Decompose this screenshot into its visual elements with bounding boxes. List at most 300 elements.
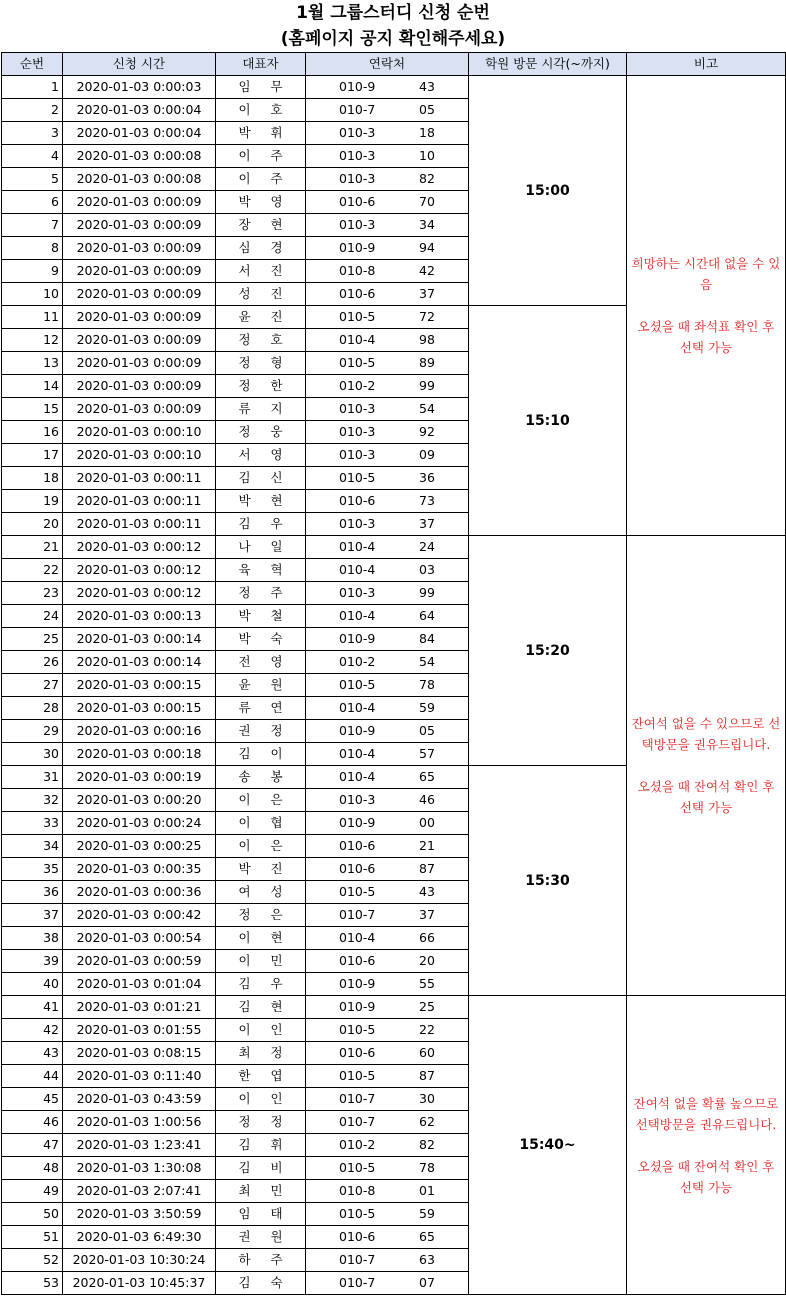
- phone-suffix: 99: [419, 378, 435, 393]
- phone-suffix: 92: [419, 424, 435, 439]
- phone-prefix: 010-5: [339, 1068, 376, 1083]
- representative-name: [216, 168, 306, 191]
- phone-number: [306, 375, 469, 398]
- phone-suffix: 07: [419, 1275, 435, 1290]
- phone-number: [306, 789, 469, 812]
- representative-name: [216, 881, 306, 904]
- row-number: 15: [2, 398, 63, 421]
- phone-number: [306, 260, 469, 283]
- phone-suffix: 37: [419, 907, 435, 922]
- representative-name: [216, 283, 306, 306]
- signup-time: 2020-01-03 0:11:40: [63, 1065, 216, 1088]
- name-last: 휘: [270, 125, 283, 140]
- row-number: 36: [2, 881, 63, 904]
- phone-prefix: 010-7: [339, 1114, 376, 1129]
- signup-time: 2020-01-03 0:00:25: [63, 835, 216, 858]
- name-first: 이: [238, 838, 251, 853]
- name-first: 김: [238, 1275, 251, 1290]
- signup-time: 2020-01-03 0:01:55: [63, 1019, 216, 1042]
- name-last: 진: [270, 286, 283, 301]
- phone-prefix: 010-4: [339, 769, 376, 784]
- name-first: 이: [238, 171, 251, 186]
- name-first: 이: [238, 1091, 251, 1106]
- phone-number: [306, 1088, 469, 1111]
- representative-name: [216, 1203, 306, 1226]
- name-first: 최: [238, 1183, 251, 1198]
- phone-prefix: 010-6: [339, 286, 376, 301]
- name-first: 정: [238, 585, 251, 600]
- phone-number: [306, 950, 469, 973]
- signup-time: 2020-01-03 1:00:56: [63, 1111, 216, 1134]
- representative-name: [216, 858, 306, 881]
- row-number: 18: [2, 467, 63, 490]
- phone-prefix: 010-6: [339, 1045, 376, 1060]
- signup-time: 2020-01-03 10:30:24: [63, 1249, 216, 1272]
- phone-number: [306, 628, 469, 651]
- phone-suffix: 57: [419, 746, 435, 761]
- representative-name: [216, 1226, 306, 1249]
- phone-number: [306, 904, 469, 927]
- signup-time: 2020-01-03 0:00:18: [63, 743, 216, 766]
- phone-number: [306, 766, 469, 789]
- name-first: 한: [238, 1068, 251, 1083]
- name-last: 숙: [270, 1275, 283, 1290]
- name-last: 휘: [270, 1137, 283, 1152]
- signup-time: 2020-01-03 0:00:11: [63, 467, 216, 490]
- phone-prefix: 010-7: [339, 907, 376, 922]
- phone-prefix: 010-9: [339, 999, 376, 1014]
- phone-suffix: 46: [419, 792, 435, 807]
- signup-time: 2020-01-03 0:00:08: [63, 168, 216, 191]
- phone-suffix: 84: [419, 631, 435, 646]
- phone-number: [306, 1249, 469, 1272]
- phone-suffix: 99: [419, 585, 435, 600]
- name-last: 진: [270, 263, 283, 278]
- phone-prefix: 010-3: [339, 424, 376, 439]
- representative-name: [216, 237, 306, 260]
- name-first: 박: [238, 631, 251, 646]
- name-last: 우: [270, 516, 283, 531]
- note-text: 희망하는 시간대 없을 수 있음: [631, 256, 781, 292]
- representative-name: [216, 260, 306, 283]
- name-last: 주: [270, 1252, 283, 1267]
- phone-number: [306, 76, 469, 99]
- representative-name: [216, 1088, 306, 1111]
- phone-number: [306, 444, 469, 467]
- phone-number: [306, 1272, 469, 1295]
- signup-time: 2020-01-03 2:07:41: [63, 1180, 216, 1203]
- row-number: 22: [2, 559, 63, 582]
- name-last: 정: [270, 1114, 283, 1129]
- signup-time: 2020-01-03 0:00:16: [63, 720, 216, 743]
- row-number: 32: [2, 789, 63, 812]
- phone-suffix: 65: [419, 1229, 435, 1244]
- phone-number: [306, 1203, 469, 1226]
- title-line-1: 1월 그룹스터디 신청 순번: [296, 3, 490, 23]
- row-number: 23: [2, 582, 63, 605]
- name-first: 윤: [238, 677, 251, 692]
- phone-number: [306, 1157, 469, 1180]
- representative-name: [216, 996, 306, 1019]
- row-number: 50: [2, 1203, 63, 1226]
- row-number: 7: [2, 214, 63, 237]
- representative-name: [216, 145, 306, 168]
- phone-prefix: 010-8: [339, 263, 376, 278]
- row-number: 48: [2, 1157, 63, 1180]
- name-first: 나: [238, 539, 251, 554]
- representative-name: [216, 1134, 306, 1157]
- note-text: 잔여석 없을 확률 높으므로 선택방문을 권유드립니다.: [633, 1095, 779, 1132]
- signup-time: 2020-01-03 0:00:03: [63, 76, 216, 99]
- phone-prefix: 010-3: [339, 217, 376, 232]
- representative-name: [216, 1180, 306, 1203]
- row-number: 47: [2, 1134, 63, 1157]
- signup-time: 2020-01-03 0:00:11: [63, 490, 216, 513]
- phone-suffix: 94: [419, 240, 435, 255]
- phone-prefix: 010-6: [339, 493, 376, 508]
- phone-number: [306, 812, 469, 835]
- phone-prefix: 010-3: [339, 171, 376, 186]
- name-last: 엽: [270, 1068, 283, 1083]
- name-last: 진: [270, 861, 283, 876]
- phone-suffix: 05: [419, 102, 435, 117]
- representative-name: [216, 444, 306, 467]
- name-last: 주: [270, 171, 283, 186]
- name-first: 박: [238, 493, 251, 508]
- phone-suffix: 24: [419, 539, 435, 554]
- representative-name: [216, 697, 306, 720]
- phone-suffix: 37: [419, 286, 435, 301]
- phone-prefix: 010-8: [339, 1183, 376, 1198]
- phone-number: [306, 1226, 469, 1249]
- phone-prefix: 010-5: [339, 1160, 376, 1175]
- name-first: 권: [238, 1229, 251, 1244]
- phone-number: [306, 996, 469, 1019]
- signup-time: 2020-01-03 6:49:30: [63, 1226, 216, 1249]
- row-number: 42: [2, 1019, 63, 1042]
- phone-number: [306, 651, 469, 674]
- phone-prefix: 010-2: [339, 654, 376, 669]
- phone-prefix: 010-9: [339, 79, 376, 94]
- phone-suffix: 82: [419, 171, 435, 186]
- name-first: 육: [238, 562, 251, 577]
- phone-prefix: 010-5: [339, 884, 376, 899]
- row-number: 30: [2, 743, 63, 766]
- phone-prefix: 010-7: [339, 102, 376, 117]
- phone-number: [306, 858, 469, 881]
- row-number: 3: [2, 122, 63, 145]
- signup-time: 2020-01-03 10:45:37: [63, 1272, 216, 1295]
- row-number: 44: [2, 1065, 63, 1088]
- name-first: 성: [238, 286, 251, 301]
- phone-suffix: 09: [419, 447, 435, 462]
- phone-suffix: 59: [419, 1206, 435, 1221]
- representative-name: [216, 743, 306, 766]
- name-last: 한: [270, 378, 283, 393]
- representative-name: [216, 766, 306, 789]
- header-row: [2, 53, 786, 76]
- phone-prefix: 010-5: [339, 677, 376, 692]
- phone-number: [306, 283, 469, 306]
- note-text: 오셨을 때 좌석표 확인 후 선택 가능: [637, 319, 775, 355]
- phone-number: [306, 1180, 469, 1203]
- phone-number: [306, 720, 469, 743]
- name-last: 영: [270, 654, 283, 669]
- phone-number: [306, 973, 469, 996]
- phone-suffix: 37: [419, 516, 435, 531]
- row-number: 13: [2, 352, 63, 375]
- name-last: 주: [270, 148, 283, 163]
- signup-time: 2020-01-03 0:00:09: [63, 375, 216, 398]
- name-last: 현: [270, 930, 283, 945]
- signup-time: 2020-01-03 0:00:20: [63, 789, 216, 812]
- signup-time: 2020-01-03 0:00:09: [63, 352, 216, 375]
- row-number: 24: [2, 605, 63, 628]
- signup-time: 2020-01-03 0:43:59: [63, 1088, 216, 1111]
- name-last: 우: [270, 976, 283, 991]
- name-first: 정: [238, 355, 251, 370]
- representative-name: [216, 605, 306, 628]
- name-last: 경: [270, 240, 283, 255]
- phone-prefix: 010-6: [339, 838, 376, 853]
- row-number: 26: [2, 651, 63, 674]
- phone-suffix: 65: [419, 769, 435, 784]
- signup-time: 2020-01-03 0:00:09: [63, 306, 216, 329]
- row-number: 19: [2, 490, 63, 513]
- phone-prefix: 010-2: [339, 1137, 376, 1152]
- phone-number: [306, 99, 469, 122]
- signup-time: 2020-01-03 0:00:36: [63, 881, 216, 904]
- phone-number: [306, 145, 469, 168]
- signup-time: 2020-01-03 0:00:42: [63, 904, 216, 927]
- phone-suffix: 87: [419, 1068, 435, 1083]
- name-first: 박: [238, 125, 251, 140]
- phone-number: [306, 467, 469, 490]
- phone-suffix: 34: [419, 217, 435, 232]
- phone-prefix: 010-3: [339, 148, 376, 163]
- phone-prefix: 010-6: [339, 194, 376, 209]
- row-number: 39: [2, 950, 63, 973]
- name-last: 혁: [270, 562, 283, 577]
- table-row: [2, 76, 786, 99]
- name-first: 정: [238, 378, 251, 393]
- phone-prefix: 010-4: [339, 608, 376, 623]
- name-first: 장: [238, 217, 251, 232]
- phone-suffix: 54: [419, 654, 435, 669]
- row-number: 43: [2, 1042, 63, 1065]
- name-last: 형: [270, 355, 283, 370]
- header-time: 신청 시간: [63, 53, 216, 76]
- name-first: 이: [238, 792, 251, 807]
- phone-number: [306, 1065, 469, 1088]
- signup-time: 2020-01-03 0:00:14: [63, 651, 216, 674]
- row-number: 6: [2, 191, 63, 214]
- representative-name: [216, 651, 306, 674]
- phone-suffix: 43: [419, 884, 435, 899]
- name-last: 은: [270, 792, 283, 807]
- name-last: 정: [270, 723, 283, 738]
- representative-name: [216, 1111, 306, 1134]
- signup-time: 2020-01-03 3:50:59: [63, 1203, 216, 1226]
- row-number: 14: [2, 375, 63, 398]
- name-first: 여: [238, 884, 251, 899]
- representative-name: [216, 1042, 306, 1065]
- name-last: 철: [270, 608, 283, 623]
- signup-time: 2020-01-03 0:00:54: [63, 927, 216, 950]
- name-first: 하: [238, 1252, 251, 1267]
- representative-name: [216, 674, 306, 697]
- signup-time: 2020-01-03 1:23:41: [63, 1134, 216, 1157]
- representative-name: [216, 513, 306, 536]
- phone-number: [306, 490, 469, 513]
- phone-number: [306, 1042, 469, 1065]
- row-number: 12: [2, 329, 63, 352]
- row-number: 34: [2, 835, 63, 858]
- name-first: 류: [238, 700, 251, 715]
- row-number: 38: [2, 927, 63, 950]
- name-last: 신: [270, 470, 283, 485]
- phone-suffix: 78: [419, 1160, 435, 1175]
- name-first: 임: [238, 1206, 251, 1221]
- name-last: 영: [270, 447, 283, 462]
- signup-time: 2020-01-03 0:00:09: [63, 283, 216, 306]
- representative-name: [216, 720, 306, 743]
- header-name: 대표자: [216, 53, 306, 76]
- phone-number: [306, 927, 469, 950]
- phone-prefix: 010-4: [339, 332, 376, 347]
- representative-name: [216, 789, 306, 812]
- phone-prefix: 010-3: [339, 792, 376, 807]
- row-number: 9: [2, 260, 63, 283]
- row-number: 21: [2, 536, 63, 559]
- phone-prefix: 010-9: [339, 815, 376, 830]
- row-number: 2: [2, 99, 63, 122]
- header-note: 비고: [627, 53, 786, 76]
- name-first: 이: [238, 1022, 251, 1037]
- name-last: 일: [270, 539, 283, 554]
- phone-prefix: 010-9: [339, 976, 376, 991]
- name-first: 류: [238, 401, 251, 416]
- phone-prefix: 010-5: [339, 1206, 376, 1221]
- phone-suffix: 18: [419, 125, 435, 140]
- representative-name: [216, 490, 306, 513]
- representative-name: [216, 421, 306, 444]
- name-last: 무: [270, 79, 283, 94]
- representative-name: [216, 973, 306, 996]
- phone-suffix: 43: [419, 79, 435, 94]
- phone-number: [306, 1134, 469, 1157]
- phone-suffix: 30: [419, 1091, 435, 1106]
- signup-time: 2020-01-03 0:00:11: [63, 513, 216, 536]
- phone-suffix: 22: [419, 1022, 435, 1037]
- name-last: 지: [270, 401, 283, 416]
- header-phone: 연락처: [306, 53, 469, 76]
- phone-suffix: 21: [419, 838, 435, 853]
- note-text: 잔여석 없을 수 있으므로 선택방문을 권유드립니다.: [631, 716, 781, 752]
- signup-time: 2020-01-03 0:00:24: [63, 812, 216, 835]
- row-number: 28: [2, 697, 63, 720]
- signup-time: 2020-01-03 0:00:04: [63, 99, 216, 122]
- representative-name: [216, 904, 306, 927]
- name-last: 이: [270, 746, 283, 761]
- name-first: 김: [238, 470, 251, 485]
- name-first: 정: [238, 1114, 251, 1129]
- signup-time: 2020-01-03 0:00:09: [63, 214, 216, 237]
- note-text: 오셨을 때 잔여석 확인 후 선택 가능: [637, 779, 775, 815]
- phone-number: [306, 536, 469, 559]
- phone-number: [306, 122, 469, 145]
- name-first: 임: [238, 79, 251, 94]
- phone-suffix: 59: [419, 700, 435, 715]
- representative-name: [216, 950, 306, 973]
- visit-time-slot: 15:20: [469, 536, 627, 766]
- name-last: 호: [270, 332, 283, 347]
- name-first: 최: [238, 1045, 251, 1060]
- phone-suffix: 87: [419, 861, 435, 876]
- phone-prefix: 010-4: [339, 930, 376, 945]
- phone-suffix: 36: [419, 470, 435, 485]
- row-number: 29: [2, 720, 63, 743]
- phone-prefix: 010-6: [339, 861, 376, 876]
- signup-time: 2020-01-03 0:00:13: [63, 605, 216, 628]
- header-no: 순번: [2, 53, 63, 76]
- page-title: [0, 0, 786, 52]
- phone-suffix: 73: [419, 493, 435, 508]
- signup-time: 2020-01-03 1:30:08: [63, 1157, 216, 1180]
- phone-suffix: 03: [419, 562, 435, 577]
- name-last: 봉: [270, 769, 283, 784]
- representative-name: [216, 329, 306, 352]
- name-last: 현: [270, 999, 283, 1014]
- signup-time: 2020-01-03 0:00:19: [63, 766, 216, 789]
- row-number: 33: [2, 812, 63, 835]
- row-number: 10: [2, 283, 63, 306]
- phone-suffix: 25: [419, 999, 435, 1014]
- row-number: 25: [2, 628, 63, 651]
- phone-suffix: 82: [419, 1137, 435, 1152]
- name-first: 이: [238, 953, 251, 968]
- name-last: 민: [270, 953, 283, 968]
- phone-suffix: 64: [419, 608, 435, 623]
- row-number: 1: [2, 76, 63, 99]
- representative-name: [216, 835, 306, 858]
- name-first: 이: [238, 815, 251, 830]
- signup-time: 2020-01-03 0:00:12: [63, 559, 216, 582]
- row-number: 16: [2, 421, 63, 444]
- name-first: 김: [238, 516, 251, 531]
- representative-name: [216, 1065, 306, 1088]
- phone-prefix: 010-9: [339, 631, 376, 646]
- phone-number: [306, 513, 469, 536]
- signup-time: 2020-01-03 0:00:09: [63, 329, 216, 352]
- phone-prefix: 010-7: [339, 1275, 376, 1290]
- phone-prefix: 010-4: [339, 746, 376, 761]
- note-text: 오셨을 때 잔여석 확인 후 선택 가능: [637, 1158, 775, 1195]
- phone-number: [306, 559, 469, 582]
- phone-prefix: 010-5: [339, 309, 376, 324]
- signup-time: 2020-01-03 0:00:09: [63, 237, 216, 260]
- signup-time: 2020-01-03 0:00:09: [63, 260, 216, 283]
- signup-table: [1, 52, 786, 1295]
- phone-prefix: 010-3: [339, 125, 376, 140]
- name-last: 민: [270, 1183, 283, 1198]
- phone-suffix: 72: [419, 309, 435, 324]
- name-first: 권: [238, 723, 251, 738]
- name-last: 호: [270, 102, 283, 117]
- header-visit-time: 학원 방문 시각(~까지): [469, 53, 627, 76]
- signup-time: 2020-01-03 0:00:15: [63, 697, 216, 720]
- representative-name: [216, 99, 306, 122]
